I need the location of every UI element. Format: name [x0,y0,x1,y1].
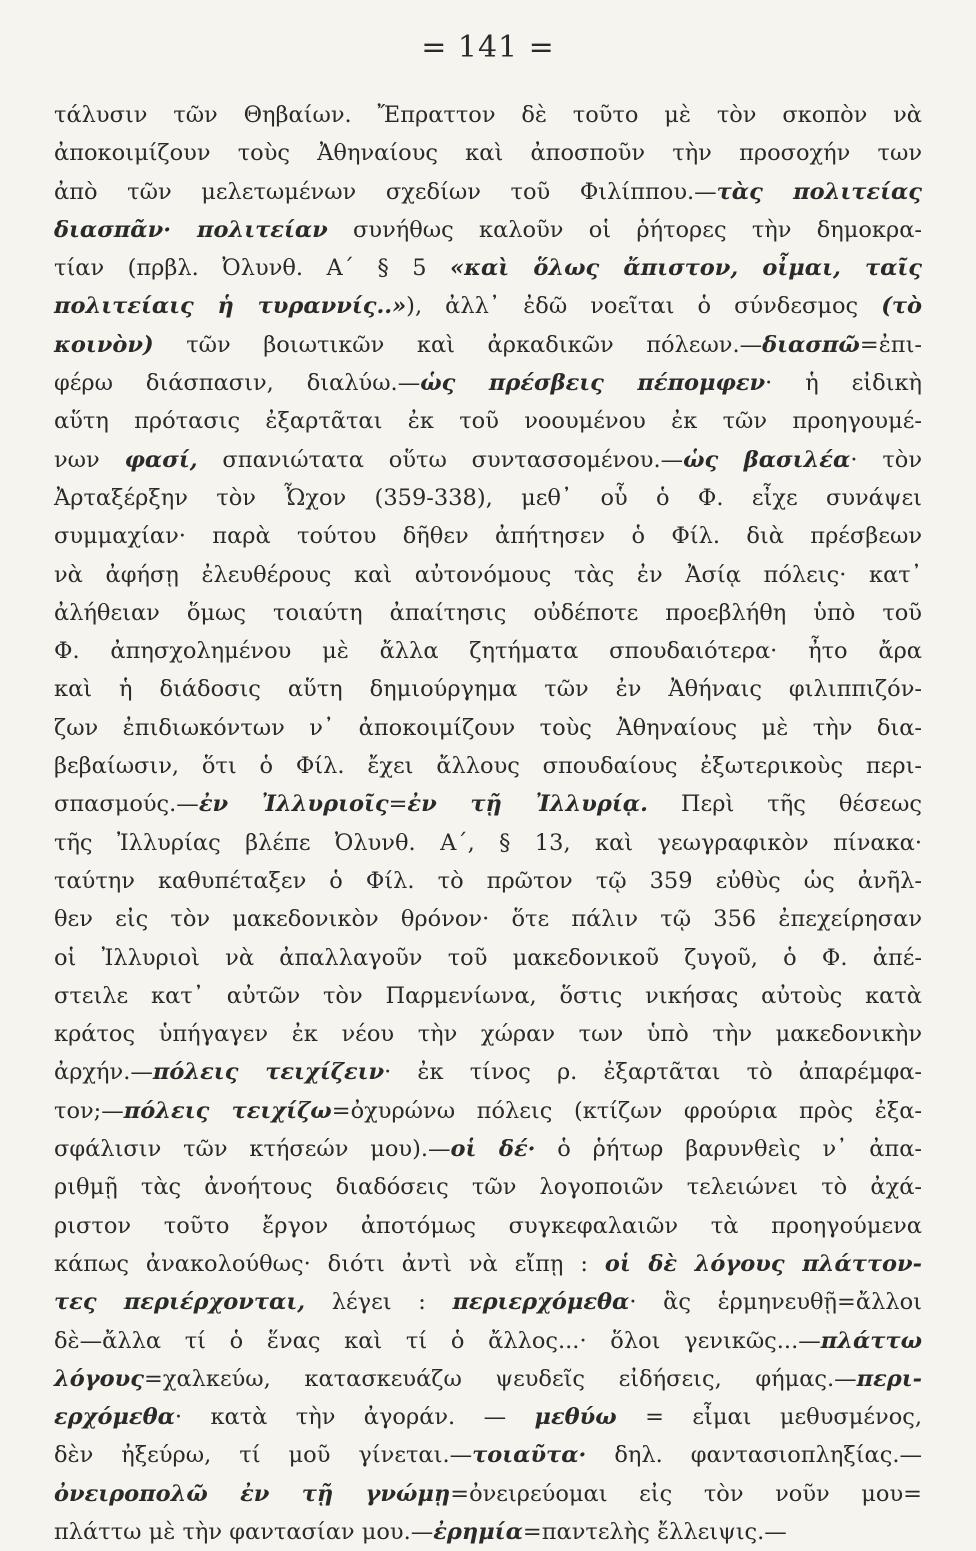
text-line [54,709,922,747]
text-segment: νων [54,446,125,473]
emphasized-text: λόγους [54,1365,144,1392]
emphasized-text: περι- [856,1365,922,1392]
text-line [54,785,922,823]
text-segment: =ὀχυρώνω πόλεις (κτίζων φρούρια πρὸς ἐξα- [331,1097,923,1124]
page-text [54,96,922,1551]
text-line [54,517,922,555]
text-segment: τῆς Ἰλλυρίας βλέπε Ὀλυνθ. Α΄, § 13, καὶ γεωγραφικὸν πίνακα· [54,829,922,856]
text-segment: τάλυσιν τῶν Θηβαίων. Ἔπραττον δὲ τοῦτο μὲ τὸν σκοπὸν νὰ [54,102,922,128]
text-segment: φέρω διάσπασιν, διαλύω.— [54,370,421,397]
text-segment: · ἐκ τίνος ρ. ἐξαρτᾶται τὸ ἀπαρέμφα- [384,1059,922,1086]
text-segment: = εἶμαι μεθυσμένος, [616,1404,923,1431]
text-line [54,441,922,479]
page-number: = 141 = [421,30,555,65]
text-line [54,479,922,517]
text-line [54,1168,922,1206]
text-segment: οἱ Ἰλλυριοὶ νὰ ἀπαλλαγοῦν τοῦ μακεδονικοῦ ζυγοῦ, ὁ Φ. ἀπέ- [54,944,922,971]
text-segment: στειλε κατ᾽ αὐτῶν τὸν Παρμενίωνα, ὅστις νικήσας αὐτοὺς κατὰ [54,982,922,1009]
emphasized-text: οἱ δὲ λόγους πλάττον- [604,1250,922,1277]
text-segment: τίαν (πρβλ. Ὀλυνθ. Α΄ § 5 [54,255,451,282]
emphasized-text: κοινὸν) [54,331,154,358]
text-line [54,211,922,249]
text-line [54,1283,922,1321]
text-line [54,556,922,594]
text-segment: λέγει : [305,1289,453,1316]
text-segment: τον;— [54,1097,124,1124]
emphasized-text: ἐν τῇ Ἰλλυρίᾳ. [407,791,648,818]
emphasized-text: πολιτείαις ἡ τυραννίς..» [54,293,407,320]
text-line [54,1130,922,1168]
emphasized-text: ὡς πρέσβεις πέπομφεν [420,370,766,397]
emphasized-text: διασπᾶν· πολιτείαν [54,216,328,243]
text-segment: · ἡ εἰδικὴ [765,370,923,397]
text-line [54,287,922,325]
text-segment: ταύτην καθυπέταξεν ὁ Φίλ. τὸ πρῶτον τῷ 359 εὐθὺς ὡς ἀνῆλ- [54,867,922,894]
text-segment: · τὸν [850,446,923,473]
emphasized-text: τοιαῦτα· [472,1442,587,1469]
text-segment: δὲ—ἄλλα τί ὁ ἕνας καὶ τί ὁ ἄλλος...· ὅλοι γενικῶς...— [54,1327,821,1354]
emphasized-text: πόλεις τειχίζω [123,1097,332,1124]
text-line [54,1513,922,1551]
text-line [54,1053,922,1091]
text-line [54,1436,922,1474]
text-segment: =παντελὴς ἔλλειψις.— [522,1518,787,1545]
text-segment: ἀρχήν.— [54,1059,153,1086]
text-segment: =ἐπι- [859,331,922,358]
text-line [54,402,922,440]
text-line [54,1322,922,1360]
text-segment: βεβαίωσιν, ὅτι ὁ Φίλ. ἔχει ἄλλους σπουδαίους ἐξωτερικοὺς περι- [54,753,922,780]
text-segment: Περὶ τῆς θέσεως [647,791,922,818]
emphasized-text: «καὶ ὅλως ἄπιστον, οἶμαι, ταῖς [450,255,922,282]
text-line [54,249,922,287]
text-line [54,670,922,708]
text-line [54,1398,922,1436]
emphasized-text: ἐρημία [433,1518,523,1545]
text-segment: σπανιώτατα οὕτω συντασσομένου.— [197,446,684,473]
text-segment: ριθμῇ τὰς ἀνοήτους διαδόσεις τῶν λογοποιῶν τελειώνει τὸ ἀχά- [54,1174,922,1201]
emphasized-text: φασί, [124,446,198,473]
text-segment: συμμαχίαν· παρὰ τούτου δῆθεν ἀπήτησεν ὁ Φίλ. διὰ πρέσβεων [54,523,922,550]
text-segment: · κατὰ τὴν ἀγοράν. — [174,1404,535,1431]
text-segment: · ἃς ἑρμηνευθῇ=ἄλλοι [629,1289,922,1316]
text-segment: ), ἀλλ᾽ ἐδῶ νοεῖται ὁ σύνδεσμος [406,293,882,320]
emphasized-text: πλάττω [820,1327,922,1354]
text-segment: κράτος ὑπήγαγεν ἐκ νέου τὴν χώραν των ὑπὸ τὴν μακεδονικὴν [54,1021,922,1048]
text-segment: νὰ ἀφήσῃ ἐλευθέρους καὶ αὐτονόμους τὰς ἐν Ἀσίᾳ πόλεις· κατ᾽ [54,561,922,588]
text-line [54,747,922,785]
emphasized-text: πόλεις τειχίζειν [152,1059,385,1086]
text-segment: καὶ ἡ διάδοσις αὕτη δημιούργημα τῶν ἐν Ἀθήναις φιλιππιζόν- [54,676,922,703]
emphasized-text: ὡς βασιλέα [683,446,851,473]
text-line [54,1015,922,1053]
emphasized-text: (τὸ [881,293,922,320]
text-line [54,1245,922,1283]
emphasized-text: ὀνειροπολῶ ἐν τῇ γνώμῃ [54,1480,451,1507]
emphasized-text: διασπῶ [762,331,860,358]
text-segment: πλάττω μὲ τὴν φαντασίαν μου.— [54,1518,434,1545]
text-line [54,1207,922,1245]
text-segment: Ἀρταξέρξην τὸν Ὦχον (359-338), μεθ᾽ οὗ ὁ Φ. εἶχε συνάψει [54,484,922,511]
text-line [54,977,922,1015]
text-segment: ἀλήθειαν ὅμως τοιαύτη ἀπαίτησις οὐδέποτε προεβλήθη ὑπὸ τοῦ [54,599,922,626]
text-line [54,96,922,134]
text-segment: συνήθως καλοῦν οἱ ῥήτορες τὴν δημοκρα- [327,216,922,243]
text-segment: ζων ἐπιδιωκόντων ν᾽ ἀποκοιμίζουν τοὺς Ἀθηναίους μὲ τὴν δια- [54,714,922,741]
text-line [54,173,922,211]
text-line [54,364,922,402]
text-line [54,862,922,900]
text-segment: τῶν βοιωτικῶν καὶ ἀρκαδικῶν πόλεων.— [153,331,763,358]
text-segment: θεν εἰς τὸν μακεδονικὸν θρόνον· ὅτε πάλιν τῷ 356 ἐπεχείρησαν [54,906,922,933]
text-line [54,939,922,977]
text-segment: =ὀνειρεύομαι εἰς τὸν νοῦν μου= [450,1480,922,1507]
emphasized-text: τες περιέρχονται, [54,1289,306,1316]
text-segment: σπασμούς.— [54,791,199,818]
text-line [54,824,922,862]
text-line [54,1475,922,1513]
text-line [54,594,922,632]
text-segment: ὁ ῥήτωρ βαρυνθεὶς ν᾽ ἀπα- [535,1136,923,1163]
text-segment: αὕτη πρότασις ἐξαρτᾶται ἐκ τοῦ νοουμένου ἐκ τῶν προηγουμέ- [54,408,922,435]
emphasized-text: ερχόμεθα [54,1404,175,1431]
text-segment: ριστον τοῦτο ἔργον ἀποτόμως συγκεφαλαιῶν τὰ προηγούμενα [54,1212,922,1239]
emphasized-text: ἐν Ἰλλυριοῖς [198,791,389,818]
text-segment: δηλ. φαντασιοπληξίας.— [586,1442,922,1469]
text-segment: ἀποκοιμίζουν τοὺς Ἀθηναίους καὶ ἀποσποῦν τὴν προσοχήν των [54,140,922,167]
text-segment: κάπως ἀνακολούθως· διότι ἀντὶ νὰ εἴπῃ : [54,1250,605,1277]
text-segment: σφάλισιν τῶν κτήσεών μου).— [54,1136,451,1163]
emphasized-text: μεθύω [534,1404,617,1431]
text-line [54,900,922,938]
text-line [54,632,922,670]
text-segment: =χαλκεύω, κατασκευάζω ψευδεῖς εἰδήσεις, φήμας.— [143,1365,857,1392]
emphasized-text: τὰς πολιτείας [716,178,922,205]
emphasized-text: περιερχόμεθα [452,1289,630,1316]
text-line [54,134,922,172]
emphasized-text: οἱ δέ· [450,1136,536,1163]
text-line [54,326,922,364]
text-segment: = [388,791,408,818]
text-segment: ἀπὸ τῶν μελετωμένων σχεδίων τοῦ Φιλίππου.— [54,178,717,205]
text-segment: Φ. ἀπησχολημένου μὲ ἄλλα ζητήματα σπουδαιότερα· ἦτο ἄρα [54,638,922,665]
text-segment: δὲν ἠξεύρω, τί μοῦ γίνεται.— [54,1442,473,1469]
text-line [54,1092,922,1130]
text-line [54,1360,922,1398]
